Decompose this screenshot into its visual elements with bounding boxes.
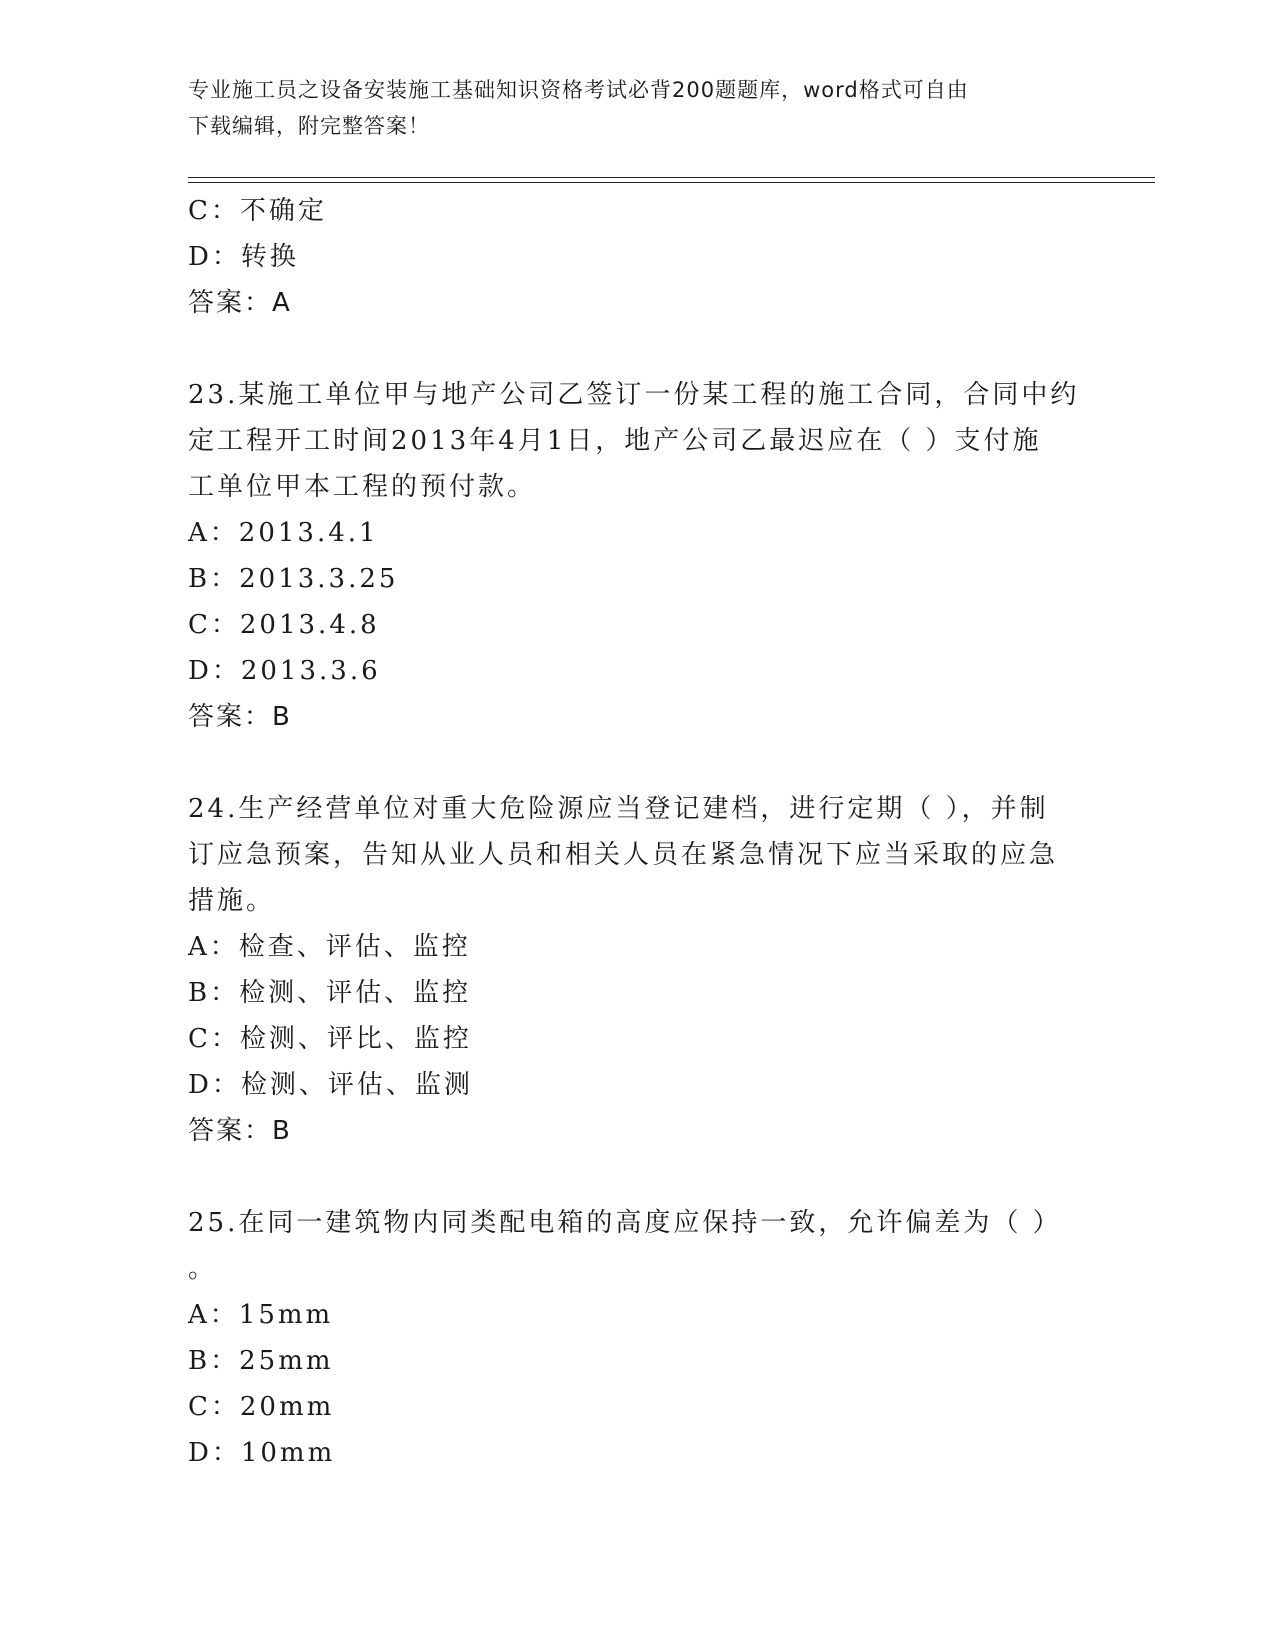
spacer [188, 326, 1088, 372]
header-divider-bottom [188, 182, 1155, 183]
answer: 答案：A [188, 288, 292, 318]
question-23 [188, 372, 1088, 740]
spacer [188, 740, 1088, 786]
option-d: D：检测、评估、监测 [188, 1070, 473, 1100]
question-list [188, 188, 1088, 1476]
option-c: C：不确定 [188, 196, 327, 226]
option-a: A：15mm [188, 1300, 334, 1330]
option-d: D：10mm [188, 1438, 336, 1468]
option-c: C：20mm [188, 1392, 335, 1422]
question-stem-line: 工单位甲本工程的预付款。 [188, 472, 537, 502]
question-25 [188, 1200, 1088, 1476]
document-header [188, 72, 1088, 144]
question-stem-line: 25.在同一建筑物内同类配电箱的高度应保持一致，允许偏差为（ ） [188, 1208, 1062, 1238]
option-b: B：25mm [188, 1346, 334, 1376]
answer: 答案：B [188, 1116, 292, 1146]
header-divider-top [188, 177, 1155, 178]
option-b: B：检测、评估、监控 [188, 978, 472, 1008]
question-stem-line: 24.生产经营单位对重大危险源应当登记建档，进行定期（ ），并制 [188, 794, 1049, 824]
question-stem-line: 定工程开工时间2013年4月1日，地产公司乙最迟应在（ ）支付施 [188, 426, 1042, 456]
header-line-1: 专业施工员之设备安装施工基础知识资格考试必背200题题库，word格式可自由 [188, 78, 969, 102]
question-stem-line: 。 [188, 1254, 218, 1284]
question-stem-line: 措施。 [188, 886, 276, 916]
spacer [188, 1154, 1088, 1200]
option-d: D：2013.3.6 [188, 656, 381, 686]
question-24 [188, 786, 1088, 1154]
option-a: A：2013.4.1 [188, 518, 379, 548]
question-22-tail [188, 188, 1088, 326]
question-stem-line: 23.某施工单位甲与地产公司乙签订一份某工程的施工合同，合同中约 [188, 380, 1080, 410]
answer: 答案：B [188, 702, 292, 732]
question-stem-line: 订应急预案，告知从业人员和相关人员在紧急情况下应当采取的应急 [188, 840, 1059, 870]
option-a: A：检查、评估、监控 [188, 932, 471, 962]
option-b: B：2013.3.25 [188, 564, 399, 594]
option-d: D：转换 [188, 242, 299, 272]
option-c: C：检测、评比、监控 [188, 1024, 472, 1054]
header-line-2: 下载编辑，附完整答案！ [188, 114, 430, 138]
option-c: C：2013.4.8 [188, 610, 380, 640]
